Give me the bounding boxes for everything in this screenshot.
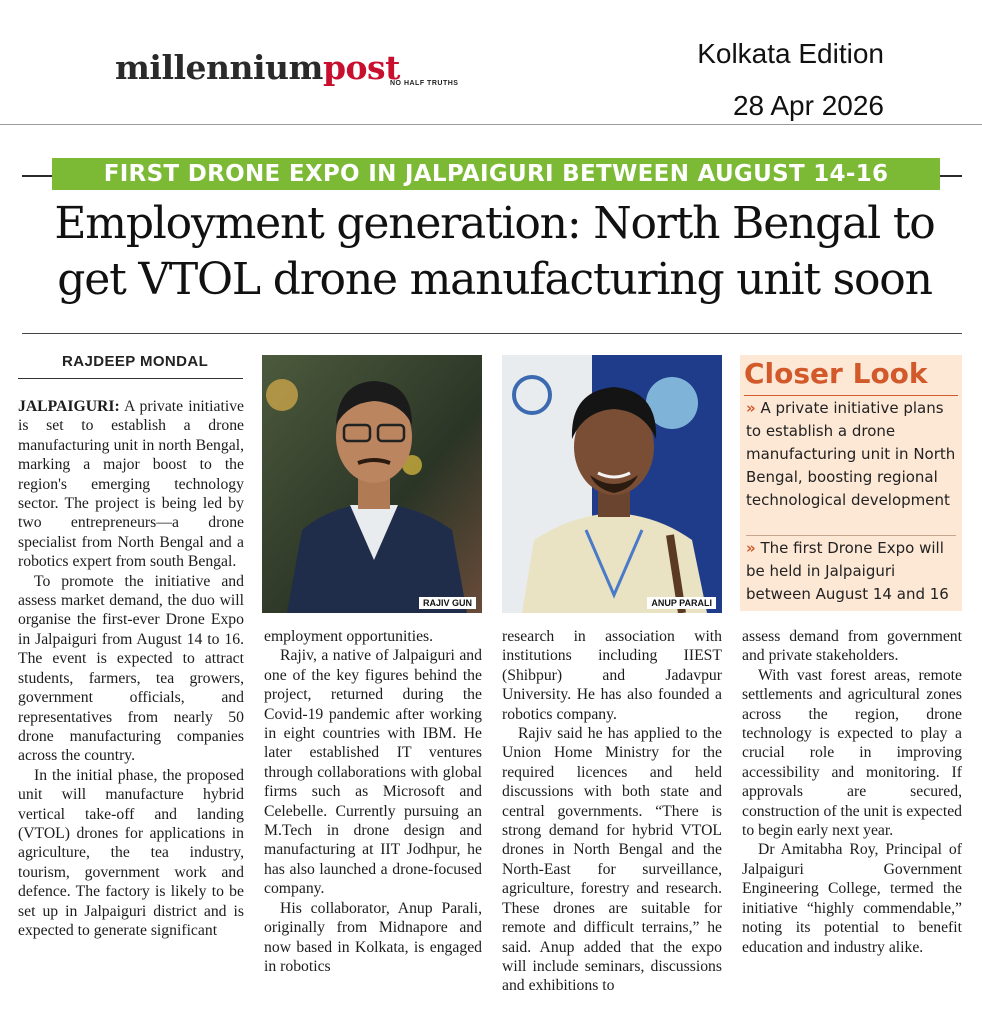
headline-divider xyxy=(22,333,962,334)
portrait-illustration xyxy=(502,355,722,613)
paragraph: Rajiv, a native of Jalpaiguri and one of the key figures behind the project, returned during the Covid-19 pandemic after working in eight countries with IBM. He later established IT ventures through collaborations with global firms such as Microsoft and Celebelle. Currently pursuing an M.Tech in drone design and manufacturing at IIT Jodhpur, he has also launched a drone-focused company. xyxy=(264,647,482,898)
headline-line-1: Employment generation: North Bengal to xyxy=(54,198,935,249)
paragraph: Dr Amitabha Roy, Principal of Jalpaiguri Government Engineering College, termed the initiative “highly commendable,” noting its potential to benefit education and industry alike. xyxy=(742,841,962,956)
paragraph: With vast forest areas, remote settlements and agricultural zones across the region, drone technology is expected to play a crucial role in improving accessibility and monitoring. If approvals are secured, construction of the unit is expected to begin early next year. xyxy=(742,666,963,840)
closer-look-text: A private initiative plans to establish a drone manufacturing unit in North Bengal, boosting regional technological development xyxy=(746,399,956,509)
paragraph xyxy=(18,397,244,572)
paragraph: research in association with institutions including IIEST (Shibpur) and Jadavpur University. He has also founded a robotics company. xyxy=(502,628,722,723)
logo-tagline: NO HALF TRUTHS xyxy=(390,80,459,87)
kicker-banner: FIRST DRONE EXPO IN JALPAIGURI BETWEEN AUGUST 14-16 xyxy=(52,158,940,190)
chevron-right-icon: » xyxy=(746,539,756,557)
edition-info xyxy=(697,28,884,132)
paragraph: His collaborator, Anup Parali, originally from Midnapore and now based in Kolkata, is engaged in robotics xyxy=(264,899,482,975)
photo-credit: RAJIV GUN xyxy=(419,597,476,609)
chevron-right-icon: » xyxy=(746,399,756,417)
edition-name: Kolkata Edition xyxy=(697,38,884,69)
paragraph: assess demand from government and private stakeholders. xyxy=(742,628,962,665)
closer-look-item xyxy=(746,397,956,512)
headline xyxy=(22,196,967,308)
paragraph: Rajiv said he has applied to the Union Home Ministry for the required licences and held discussions with both state and central governments. “There is strong demand for hybrid VTOL drones in North Bengal and the North-East for surveillance, agriculture, forestry and research. These drones are suitable for remote and difficult terrains,” he said. Anup added that the expo will include seminars, discussions and exhibitions to xyxy=(502,725,722,995)
paragraph: To promote the initiative and assess market demand, the duo will organise the first-ever Drone Expo in Jalpaiguri from August 14 to 16. The event is expected to attract students, farmers, tea growers, government officials, and representatives from nearly 50 drone manufacturing companies across the country. xyxy=(18,572,244,765)
dateline: JALPAIGURI: xyxy=(18,398,120,415)
masthead-divider xyxy=(0,124,982,125)
newspaper-logo xyxy=(115,48,515,92)
closer-look-item xyxy=(746,537,956,606)
article-column-1 xyxy=(18,397,244,940)
article-column-4 xyxy=(742,627,962,957)
closer-look-separator xyxy=(746,535,956,536)
closer-look-box xyxy=(740,355,962,611)
logo-text-part1: millennium xyxy=(115,48,323,87)
paragraph: In the initial phase, the proposed unit will manufacture hybrid vertical take-off and landing (VTOL) drones for applications in agriculture, the tea industry, tourism, government work and defence. The factory is likely to be set up in Jalpaiguri district and is expected to generate significant xyxy=(18,766,244,939)
closer-look-text: The first Drone Expo will be held in Jalpaiguri between August 14 and 16 xyxy=(746,539,949,603)
closer-look-title: Closer Look xyxy=(744,357,928,390)
edition-date: 28 Apr 2026 xyxy=(732,90,884,121)
photo-anup xyxy=(502,355,722,613)
headline-line-2: get VTOL drone manufacturing unit soon xyxy=(57,254,932,305)
article-column-2 xyxy=(264,627,482,976)
paragraph-text: A private initiative is set to establish a drone manufacturing unit in north Bengal, marking a major boost to the region's emerging technology sector. The project is being led by two entrepreneurs—a drone specialist from North Bengal and a robotics expert from south Bengal. xyxy=(18,398,244,571)
byline: RAJDEEP MONDAL xyxy=(62,353,209,370)
closer-look-divider xyxy=(744,395,958,396)
article-column-3 xyxy=(502,627,722,996)
byline-divider xyxy=(18,378,243,379)
logo-text-part2: post xyxy=(322,48,400,87)
photo-rajiv xyxy=(262,355,482,613)
portrait-illustration xyxy=(262,355,482,613)
paragraph: employment opportunities. xyxy=(264,628,434,645)
photo-credit: ANUP PARALI xyxy=(647,597,716,609)
